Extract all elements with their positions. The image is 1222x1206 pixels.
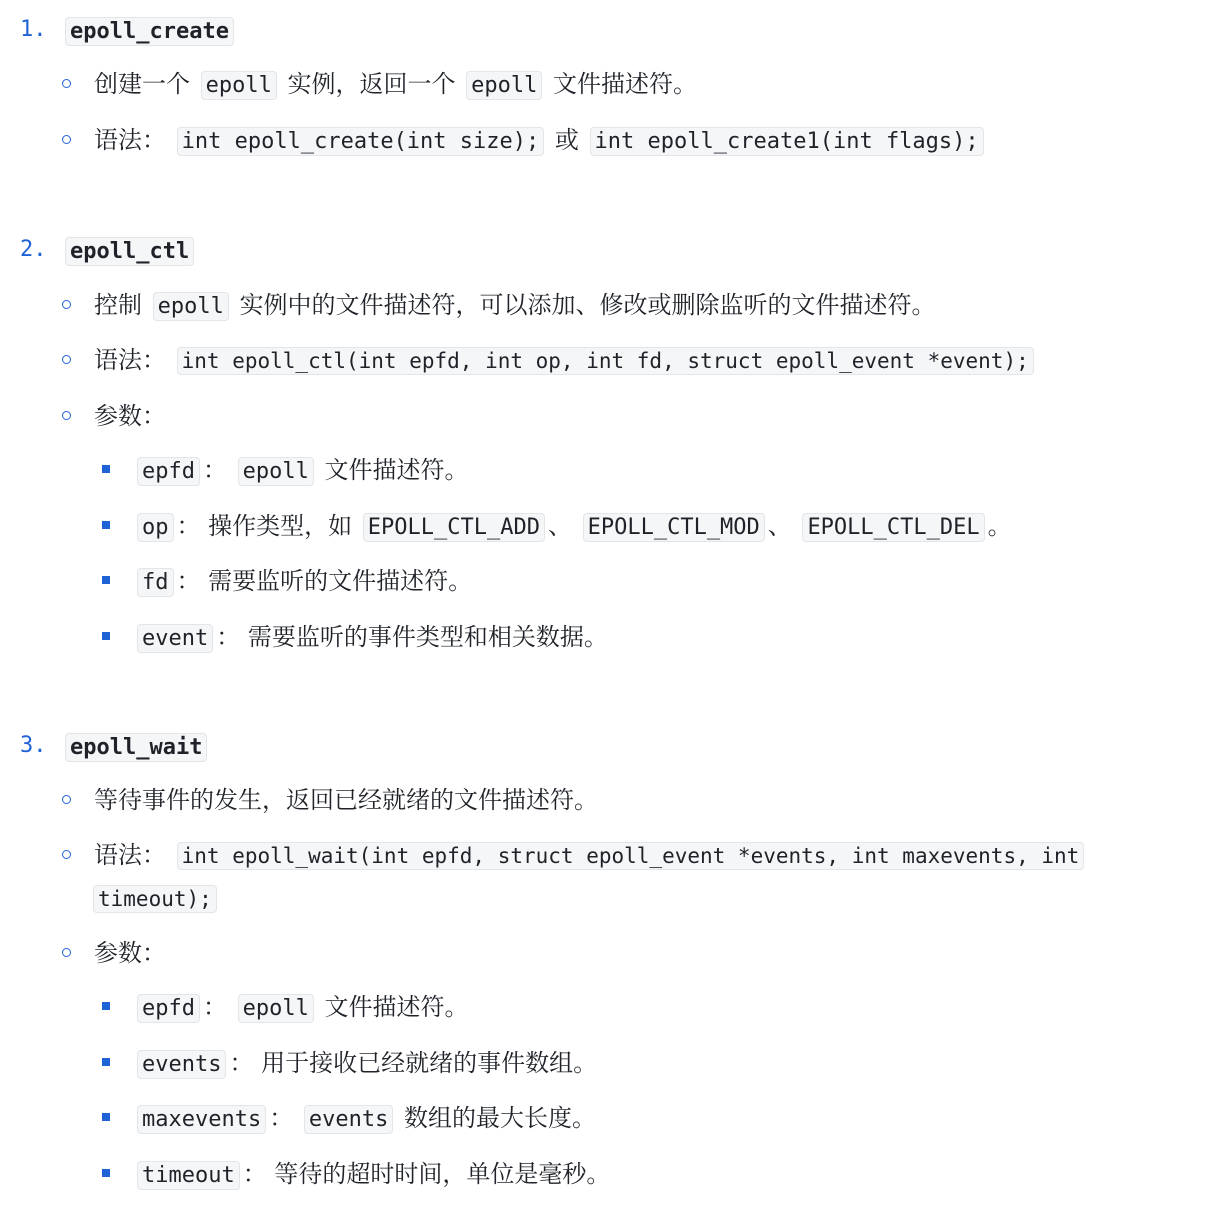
syntax-code: int epoll_ctl(int epfd, int op, int fd, struct epoll_event *event);	[177, 347, 1034, 375]
hollow-bullet-icon	[62, 355, 71, 364]
item-number: 1.	[20, 17, 47, 42]
square-bullet-icon	[102, 1058, 110, 1066]
param-name: event	[137, 624, 213, 653]
param-name: op	[137, 513, 174, 542]
square-bullet-icon	[102, 1169, 110, 1177]
square-bullet-icon	[102, 521, 110, 529]
inline-code: epoll	[238, 994, 314, 1023]
hollow-bullet-icon	[62, 411, 71, 420]
hollow-bullet-icon	[62, 79, 71, 88]
syntax-code: int epoll_create1(int flags);	[590, 127, 984, 156]
syntax-code: int epoll_create(int size);	[177, 127, 545, 156]
square-bullet-icon	[102, 1113, 110, 1121]
hollow-bullet-icon	[62, 300, 71, 309]
hollow-bullet-icon	[62, 135, 71, 144]
inline-code: EPOLL_CTL_ADD	[363, 513, 545, 542]
syntax-code: timeout);	[93, 885, 217, 913]
hollow-bullet-icon	[62, 795, 71, 804]
square-bullet-icon	[102, 465, 110, 473]
param-name: events	[137, 1050, 226, 1079]
inline-code: epoll	[201, 71, 277, 100]
param-name: epfd	[137, 457, 200, 486]
param-name: epfd	[137, 994, 200, 1023]
function-name: epoll_ctl	[65, 237, 194, 266]
syntax-code: int epoll_wait(int epfd, struct epoll_event *events, int maxevents, int	[177, 842, 1085, 870]
inline-code: events	[304, 1105, 393, 1134]
inline-code: epoll	[466, 71, 542, 100]
inline-code: epoll	[153, 292, 229, 321]
hollow-bullet-icon	[62, 850, 71, 859]
inline-code: EPOLL_CTL_MOD	[583, 513, 765, 542]
param-name: maxevents	[137, 1105, 266, 1134]
param-name: fd	[137, 568, 174, 597]
inline-code: EPOLL_CTL_DEL	[802, 513, 984, 542]
hollow-bullet-icon	[62, 948, 71, 957]
square-bullet-icon	[102, 576, 110, 584]
item-number: 2.	[20, 237, 47, 262]
square-bullet-icon	[102, 1002, 110, 1010]
item-number: 3.	[20, 733, 47, 758]
param-name: timeout	[137, 1161, 240, 1190]
square-bullet-icon	[102, 632, 110, 640]
function-name: epoll_create	[65, 17, 234, 46]
function-name: epoll_wait	[65, 733, 207, 762]
inline-code: epoll	[238, 457, 314, 486]
